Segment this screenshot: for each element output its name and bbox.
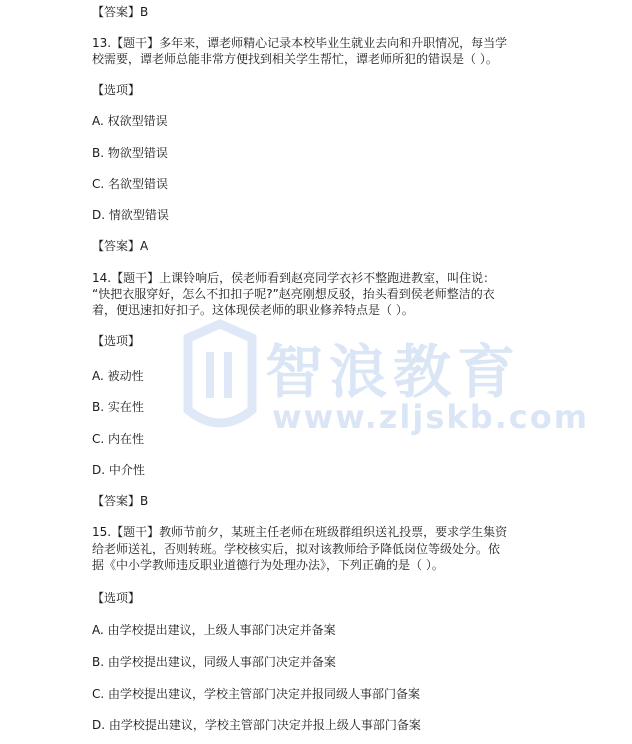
watermark-logo <box>180 318 260 438</box>
options-heading-15: 【选项】 <box>92 591 141 605</box>
watermark-text: 智浪教育 <box>265 338 522 406</box>
question-15-line-2: 给老师送礼，否则转班。学校核实后，拟对该教师给予降低岗位等级处分。依 <box>92 542 501 556</box>
answer-13: 【答案】A <box>92 239 149 253</box>
question-13-line-2: 校需要，谭老师总能非常方便找到相关学生帮忙，谭老师所犯的错误是（ ）。 <box>92 52 498 66</box>
option-13-c: C. 名欲型错误 <box>92 177 169 191</box>
options-heading-13: 【选项】 <box>92 83 141 97</box>
answer-14: 【答案】B <box>92 494 149 508</box>
option-14-d: D. 中介性 <box>92 463 145 477</box>
option-13-a: A. 权欲型错误 <box>92 114 168 128</box>
option-14-c: C. 内在性 <box>92 432 145 446</box>
option-13-d: D. 情欲型错误 <box>92 208 169 222</box>
question-15-line-1: 15.【题干】教师节前夕，某班主任老师在班级群组织送礼投票，要求学生集资 <box>92 525 508 539</box>
watermark-url: www.zljskb.com <box>272 398 590 436</box>
option-14-b: B. 实在性 <box>92 400 144 414</box>
answer-12: 【答案】B <box>92 5 149 19</box>
question-15-line-3: 据《中小学教师违反职业道德行为处理办法》，下列正确的是（ ）。 <box>92 558 444 572</box>
option-15-d: D. 由学校提出建议，学校主管部门决定并报上级人事部门备案 <box>92 718 421 732</box>
question-13-line-1: 13.【题干】多年来，谭老师精心记录本校毕业生就业去向和升职情况，每当学 <box>92 36 508 50</box>
question-14-line-3: 着，便迅速扣好扣子。这体现侯老师的职业修养特点是（ ）。 <box>92 303 414 317</box>
option-15-c: C. 由学校提出建议，学校主管部门决定并报同级人事部门备案 <box>92 687 421 701</box>
option-15-a: A. 由学校提出建议，上级人事部门决定并备案 <box>92 623 336 637</box>
option-13-b: B. 物欲型错误 <box>92 146 168 160</box>
option-14-a: A. 被动性 <box>92 369 144 383</box>
option-15-b: B. 由学校提出建议，同级人事部门决定并备案 <box>92 655 336 669</box>
question-14-line-1: 14.【题干】上课铃响后，侯老师看到赵亮同学衣衫不整跑进教室，叫住说： <box>92 271 496 285</box>
options-heading-14: 【选项】 <box>92 334 141 348</box>
question-14-line-2: “快把衣服穿好，怎么不扣扣子呢?”赵亮刚想反驳，抬头看到侯老师整洁的衣 <box>92 287 495 301</box>
